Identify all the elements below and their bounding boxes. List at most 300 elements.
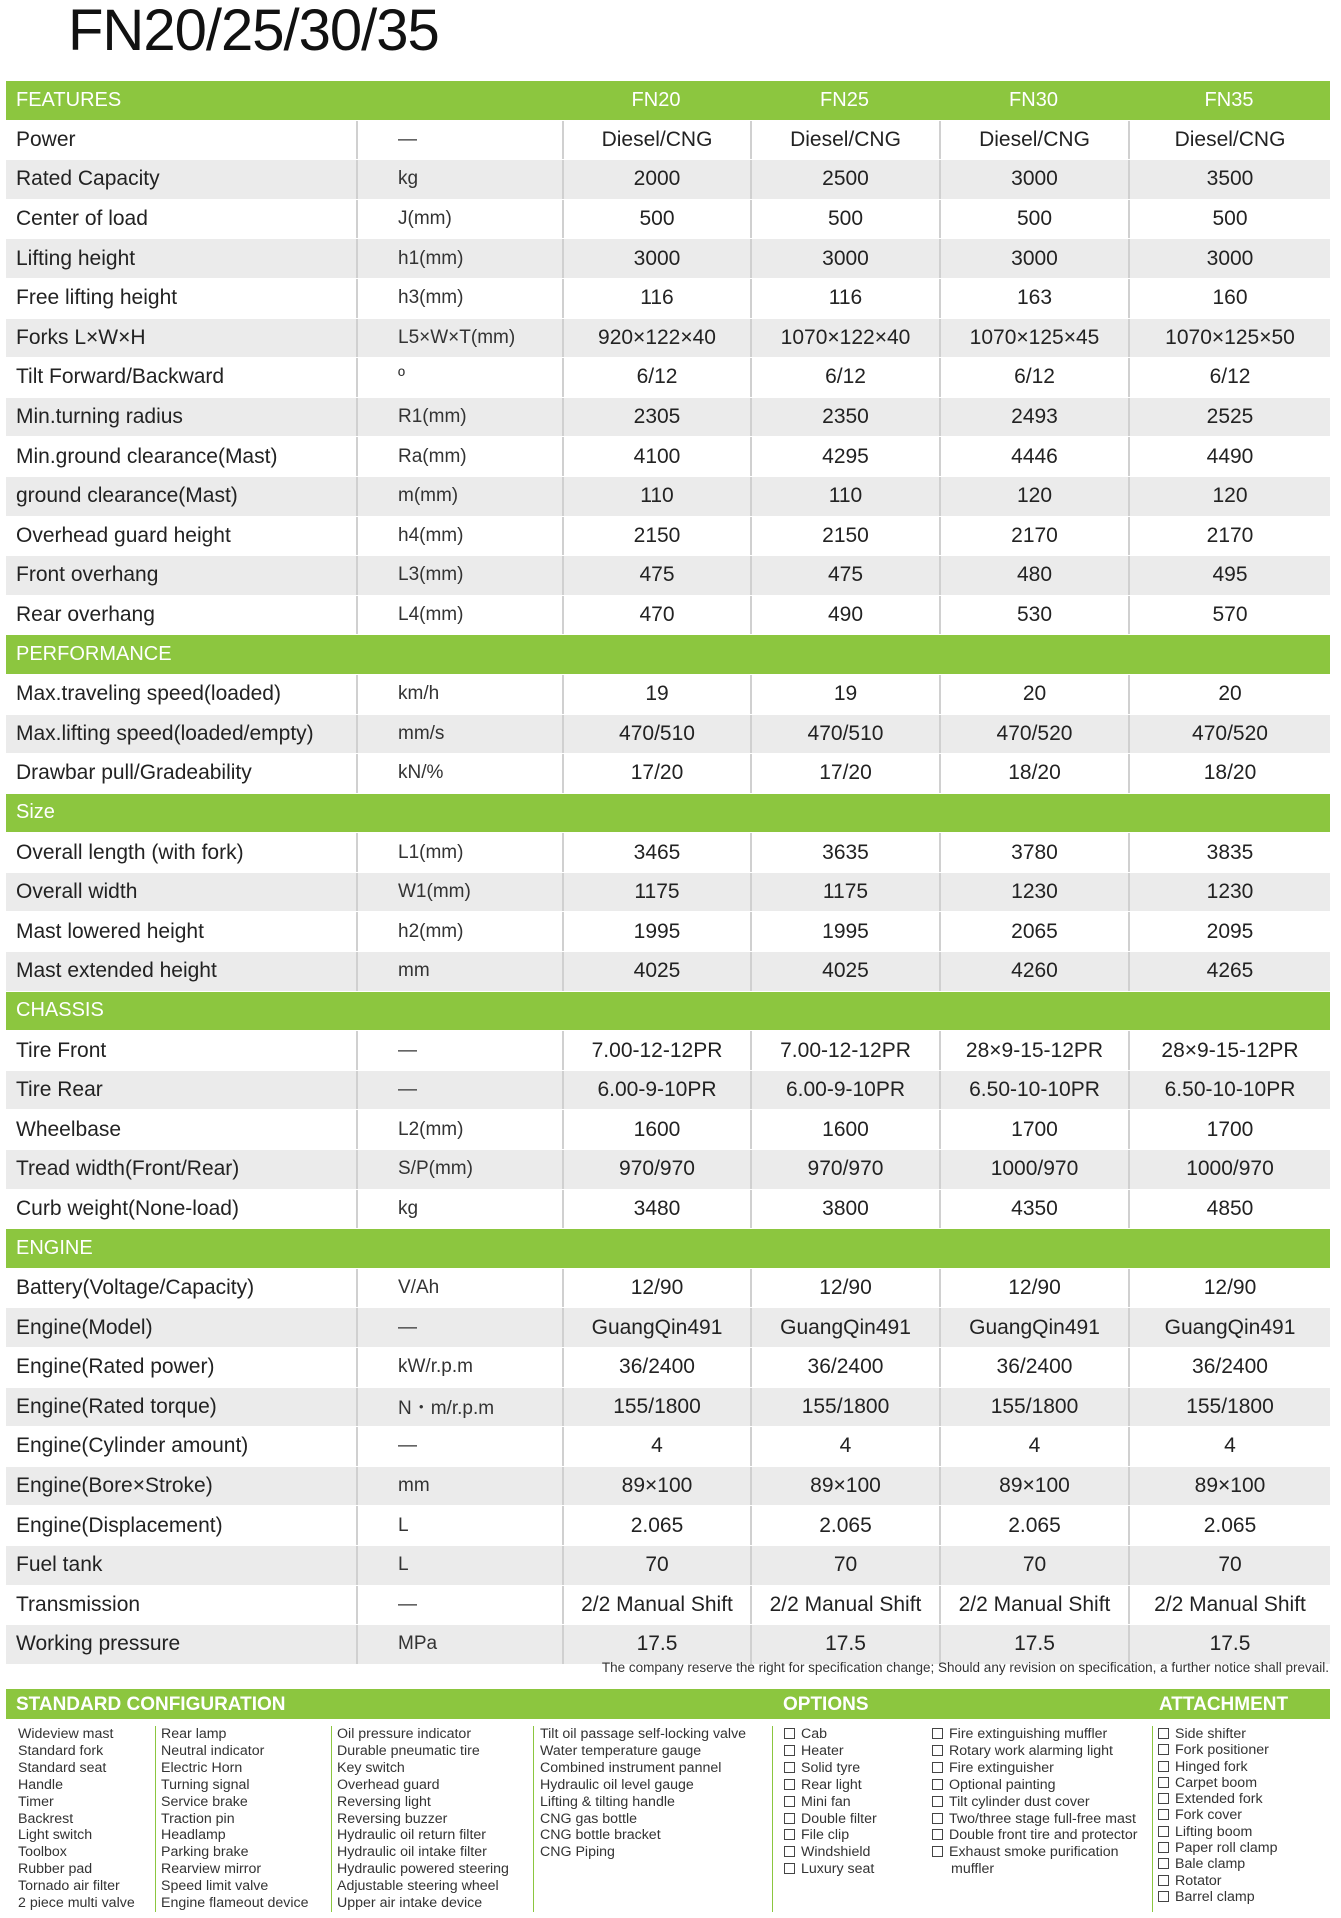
spec-name: ground clearance(Mast) <box>16 484 238 508</box>
standard-config-item: Standard seat <box>18 1759 107 1776</box>
model-header <box>562 635 750 674</box>
spec-name: Free lifting height <box>16 286 178 310</box>
spec-value: 2170 <box>939 517 1128 556</box>
spec-value: 17/20 <box>750 754 939 793</box>
attachment-label: Barrel clamp <box>1175 1888 1255 1905</box>
standard-config-column <box>18 1726 135 1912</box>
standard-config-item: Overhead guard <box>337 1776 440 1793</box>
spec-value: 110 <box>562 477 750 516</box>
option-label: Fire extinguishing muffler <box>949 1726 1108 1742</box>
spec-row <box>6 1506 1330 1546</box>
spec-value: 1070×125×45 <box>939 319 1128 358</box>
spec-value: 2493 <box>939 398 1128 437</box>
checkbox-icon[interactable] <box>1158 1809 1169 1820</box>
checkbox-icon[interactable] <box>1158 1875 1169 1886</box>
checkbox-icon[interactable] <box>784 1813 795 1824</box>
section-title: PERFORMANCE <box>16 643 172 666</box>
standard-config-item: Rear lamp <box>161 1726 227 1742</box>
spec-value: 7.00-12-12PR <box>562 1031 750 1070</box>
spec-row <box>6 1586 1330 1626</box>
option-item[interactable] <box>932 1760 1137 1777</box>
standard-config-item: Parking brake <box>161 1844 249 1861</box>
spec-value: 12/90 <box>750 1269 939 1308</box>
spec-value: 1700 <box>939 1110 1128 1149</box>
checkbox-icon[interactable] <box>932 1846 943 1857</box>
spec-value: 12/90 <box>562 1269 750 1308</box>
attachment-item[interactable] <box>1158 1856 1278 1872</box>
spec-value: 1000/970 <box>939 1150 1128 1189</box>
spec-value: GuangQin491 <box>1128 1308 1330 1347</box>
model-header <box>939 794 1128 833</box>
standard-configuration-title: STANDARD CONFIGURATION <box>16 1694 286 1715</box>
section-header-features <box>6 81 1330 121</box>
checkbox-icon[interactable] <box>784 1863 795 1874</box>
checkbox-icon[interactable] <box>932 1779 943 1790</box>
spec-name: Min.turning radius <box>16 405 183 429</box>
spec-name: Rear overhang <box>16 603 155 627</box>
spec-value: 3000 <box>750 239 939 278</box>
spec-value: 36/2400 <box>562 1348 750 1387</box>
attachment-label: Fork cover <box>1175 1807 1243 1824</box>
attachment-item[interactable] <box>1158 1791 1278 1807</box>
standard-config-item: Oil pressure indicator <box>337 1726 472 1742</box>
spec-value: 2150 <box>562 517 750 556</box>
model-header <box>939 635 1128 674</box>
spec-unit: m(mm) <box>356 477 562 516</box>
spec-value: 12/90 <box>1128 1269 1330 1308</box>
checkbox-icon[interactable] <box>932 1796 943 1807</box>
spec-value: 89×100 <box>939 1467 1128 1506</box>
attachment-label: Extended fork <box>1175 1791 1263 1808</box>
model-header: FN25 <box>820 88 869 111</box>
option-label: Two/three stage full-free mast <box>949 1810 1136 1827</box>
model-header <box>562 1229 750 1268</box>
checkbox-icon[interactable] <box>932 1829 943 1840</box>
checkbox-icon[interactable] <box>1158 1842 1169 1853</box>
spec-unit: — <box>356 1071 562 1110</box>
option-item[interactable] <box>784 1794 877 1811</box>
column-divider <box>533 1726 534 1912</box>
checkbox-icon[interactable] <box>784 1745 795 1756</box>
spec-value: 3835 <box>1128 833 1330 872</box>
spec-value: 89×100 <box>750 1467 939 1506</box>
spec-name: Battery(Voltage/Capacity) <box>16 1276 255 1300</box>
spec-value: 36/2400 <box>750 1348 939 1387</box>
option-item[interactable] <box>932 1794 1137 1811</box>
option-label: Solid tyre <box>801 1759 861 1776</box>
spec-value: 1175 <box>562 873 750 912</box>
spec-name: Engine(Displacement) <box>16 1513 223 1537</box>
option-label: Tilt cylinder dust cover <box>949 1793 1090 1810</box>
checkbox-icon[interactable] <box>1158 1728 1169 1739</box>
spec-value: 2.065 <box>750 1506 939 1545</box>
option-label: Rear light <box>801 1776 862 1793</box>
option-label: Luxury seat <box>801 1861 875 1878</box>
spec-unit: J(mm) <box>356 200 562 239</box>
spec-value: GuangQin491 <box>750 1308 939 1347</box>
spec-unit: L <box>356 1506 562 1545</box>
spec-value: 89×100 <box>562 1467 750 1506</box>
spec-value: 160 <box>1128 279 1330 318</box>
spec-name: Tread width(Front/Rear) <box>16 1157 240 1181</box>
standard-config-item: Combined instrument pannel <box>540 1759 722 1776</box>
spec-value: 4100 <box>562 437 750 476</box>
option-label: Cab <box>801 1726 828 1742</box>
spec-value: 1700 <box>1128 1110 1330 1149</box>
model-header <box>750 794 939 833</box>
standard-config-item: CNG gas bottle <box>540 1810 637 1827</box>
spec-value: 475 <box>750 556 939 595</box>
attachment-label: Carpet boom <box>1175 1774 1258 1791</box>
spec-unit: kg <box>356 160 562 199</box>
spec-unit: — <box>356 1427 562 1466</box>
standard-config-item: Backrest <box>18 1810 74 1827</box>
standard-config-column <box>540 1726 746 1861</box>
spec-value: 3800 <box>750 1190 939 1229</box>
spec-unit: kg <box>356 1190 562 1229</box>
spec-name: Engine(Bore×Stroke) <box>16 1474 213 1498</box>
spec-unit: h3(mm) <box>356 279 562 318</box>
spec-value: 2305 <box>562 398 750 437</box>
spec-value: 2.065 <box>562 1506 750 1545</box>
spec-value: 110 <box>750 477 939 516</box>
standard-config-item: Reversing buzzer <box>337 1810 448 1827</box>
spec-value: Diesel/CNG <box>750 121 939 160</box>
page-title: FN20/25/30/35 <box>68 0 439 63</box>
spec-row <box>6 596 1330 636</box>
model-header <box>562 992 750 1031</box>
attachment-item[interactable] <box>1158 1742 1278 1758</box>
section-header-performance <box>6 635 1330 675</box>
spec-unit: R1(mm) <box>356 398 562 437</box>
spec-value: 2170 <box>1128 517 1330 556</box>
spec-value: 36/2400 <box>939 1348 1128 1387</box>
spec-value: 1995 <box>562 912 750 951</box>
standard-config-item: Light switch <box>18 1827 93 1844</box>
standard-config-item: Speed limit valve <box>161 1878 269 1895</box>
spec-row <box>6 833 1330 873</box>
checkbox-icon[interactable] <box>784 1728 795 1739</box>
attachment-item[interactable] <box>1158 1889 1278 1905</box>
option-item[interactable] <box>784 1726 877 1743</box>
option-item[interactable] <box>784 1811 877 1828</box>
spec-value: 1175 <box>750 873 939 912</box>
spec-value: 3000 <box>1128 239 1330 278</box>
column-divider <box>155 1726 156 1912</box>
standard-config-item: Adjustable steering wheel <box>337 1878 499 1895</box>
spec-name: Forks L×W×H <box>16 325 146 349</box>
options-column <box>784 1726 877 1878</box>
spec-row <box>6 121 1330 161</box>
spec-unit: h4(mm) <box>356 517 562 556</box>
spec-value: 163 <box>939 279 1128 318</box>
standard-config-item: Electric Horn <box>161 1759 243 1776</box>
standard-config-item: Traction pin <box>161 1810 235 1827</box>
spec-value: 1995 <box>750 912 939 951</box>
attachment-label: Lifting boom <box>1175 1823 1253 1840</box>
option-item[interactable] <box>932 1777 1137 1794</box>
attachment-item[interactable] <box>1158 1824 1278 1840</box>
spec-value: 920×122×40 <box>562 319 750 358</box>
spec-value: 3000 <box>939 239 1128 278</box>
standard-config-item: Turning signal <box>161 1776 250 1793</box>
standard-config-item: Wideview mast <box>18 1726 114 1742</box>
spec-value: 2525 <box>1128 398 1330 437</box>
standard-config-column <box>161 1726 309 1912</box>
option-item[interactable] <box>932 1827 1137 1844</box>
model-header <box>750 635 939 674</box>
spec-unit: mm <box>356 1467 562 1506</box>
spec-value: 4 <box>562 1427 750 1466</box>
spec-name: Transmission <box>16 1592 141 1616</box>
spec-value: 480 <box>939 556 1128 595</box>
spec-unit: º <box>356 358 562 397</box>
spec-row <box>6 1071 1330 1111</box>
spec-name: Engine(Rated power) <box>16 1355 215 1379</box>
spec-value: 70 <box>562 1546 750 1585</box>
spec-row <box>6 279 1330 319</box>
checkbox-icon[interactable] <box>1158 1777 1169 1788</box>
checkbox-icon[interactable] <box>1158 1858 1169 1869</box>
standard-config-item: Tilt oil passage self-locking valve <box>540 1726 747 1742</box>
spec-unit: Ra(mm) <box>356 437 562 476</box>
spec-name: Rated Capacity <box>16 167 160 191</box>
spec-value: 17.5 <box>750 1625 939 1664</box>
model-header <box>939 992 1128 1031</box>
spec-name: Lifting height <box>16 246 136 270</box>
spec-row <box>6 1110 1330 1150</box>
spec-value: 2/2 Manual Shift <box>939 1586 1128 1625</box>
attachment-column <box>1158 1726 1278 1905</box>
spec-value: 70 <box>750 1546 939 1585</box>
spec-name: Tilt Forward/Backward <box>16 365 225 389</box>
option-item[interactable] <box>932 1861 1137 1878</box>
spec-name: Front overhang <box>16 563 159 587</box>
section-title: CHASSIS <box>16 999 104 1022</box>
spec-row <box>6 873 1330 913</box>
spec-unit: N・m/r.p.m <box>356 1388 562 1427</box>
spec-value: 6.00-9-10PR <box>562 1071 750 1110</box>
checkbox-icon[interactable] <box>1158 1826 1169 1837</box>
spec-value: 2500 <box>750 160 939 199</box>
spec-value: Diesel/CNG <box>562 121 750 160</box>
model-header: FN30 <box>1009 88 1058 111</box>
spec-value: 1230 <box>939 873 1128 912</box>
spec-value: 155/1800 <box>562 1388 750 1427</box>
option-item[interactable] <box>784 1760 877 1777</box>
spec-value: 19 <box>750 675 939 714</box>
attachment-label: Side shifter <box>1175 1726 1246 1742</box>
spec-value: 970/970 <box>562 1150 750 1189</box>
option-item[interactable] <box>784 1861 877 1878</box>
spec-unit: L5×W×T(mm) <box>356 319 562 358</box>
spec-value: 70 <box>1128 1546 1330 1585</box>
checkbox-icon[interactable] <box>1158 1744 1169 1755</box>
spec-value: 470/520 <box>939 715 1128 754</box>
spec-value: 6/12 <box>750 358 939 397</box>
option-label: Double filter <box>801 1810 877 1827</box>
spec-value: 2/2 Manual Shift <box>750 1586 939 1625</box>
attachment-item[interactable] <box>1158 1759 1278 1775</box>
spec-value: GuangQin491 <box>939 1308 1128 1347</box>
spec-name: Overall width <box>16 880 138 904</box>
spec-row <box>6 715 1330 755</box>
model-header <box>750 1229 939 1268</box>
spec-value: 3000 <box>939 160 1128 199</box>
options-column <box>932 1726 1137 1878</box>
spec-row <box>6 239 1330 279</box>
model-header <box>1128 635 1330 674</box>
checkbox-icon[interactable] <box>784 1796 795 1807</box>
spec-value: 3635 <box>750 833 939 872</box>
spec-unit: km/h <box>356 675 562 714</box>
attachment-item[interactable] <box>1158 1807 1278 1823</box>
model-header <box>1128 794 1330 833</box>
option-item[interactable] <box>784 1844 877 1861</box>
disclaimer-note: The company reserve the right for specification change; Should any revision on specification, a further notice shall prevail. <box>601 1660 1329 1675</box>
spec-value: 1070×122×40 <box>750 319 939 358</box>
spec-row <box>6 754 1330 794</box>
spec-value: 2095 <box>1128 912 1330 951</box>
spec-value: 155/1800 <box>750 1388 939 1427</box>
spec-row <box>6 358 1330 398</box>
spec-row <box>6 1427 1330 1467</box>
spec-value: 490 <box>750 596 939 635</box>
spec-value: 3000 <box>562 239 750 278</box>
spec-value: 500 <box>1128 200 1330 239</box>
spec-value: 116 <box>750 279 939 318</box>
options-title: OPTIONS <box>783 1694 869 1715</box>
checkbox-icon[interactable] <box>784 1829 795 1840</box>
model-header: FN20 <box>631 88 681 111</box>
option-label: Optional painting <box>949 1776 1056 1793</box>
checkbox-icon[interactable] <box>1158 1793 1169 1804</box>
standard-config-item: Key switch <box>337 1759 405 1776</box>
spec-value: 6.00-9-10PR <box>750 1071 939 1110</box>
model-header <box>1128 992 1330 1031</box>
standard-config-item: Rearview mirror <box>161 1861 262 1878</box>
checkbox-icon[interactable] <box>1158 1891 1169 1902</box>
spec-value: 20 <box>1128 675 1330 714</box>
standard-config-item: Hydraulic oil level gauge <box>540 1776 694 1793</box>
column-divider <box>1152 1726 1153 1912</box>
standard-config-item: Reversing light <box>337 1793 431 1810</box>
spec-value: 6.50-10-10PR <box>1128 1071 1330 1110</box>
attachment-label: Paper roll clamp <box>1175 1840 1278 1857</box>
spec-value: 28×9-15-12PR <box>1128 1031 1330 1070</box>
spec-value: 17.5 <box>939 1625 1128 1664</box>
spec-value: 116 <box>562 279 750 318</box>
attachment-label: Bale clamp <box>1175 1856 1246 1873</box>
spec-value: 3480 <box>562 1190 750 1229</box>
spec-value: 120 <box>1128 477 1330 516</box>
spec-unit: L3(mm) <box>356 556 562 595</box>
column-divider <box>772 1726 773 1912</box>
standard-config-item: Hydraulic powered steering <box>337 1861 509 1878</box>
option-item[interactable] <box>932 1811 1137 1828</box>
spec-value: 2150 <box>750 517 939 556</box>
spec-value: 4490 <box>1128 437 1330 476</box>
standard-config-item: Upper air intake device <box>337 1895 483 1912</box>
spec-value: 495 <box>1128 556 1330 595</box>
checkbox-icon[interactable] <box>932 1728 943 1739</box>
option-item[interactable] <box>932 1743 1137 1760</box>
checkbox-icon[interactable] <box>932 1762 943 1773</box>
checkbox-icon[interactable] <box>1158 1761 1169 1772</box>
spec-row <box>6 556 1330 596</box>
spec-value: 18/20 <box>939 754 1128 793</box>
section-header-size <box>6 794 1330 834</box>
option-item[interactable] <box>932 1844 1137 1861</box>
attachment-item[interactable] <box>1158 1726 1278 1742</box>
option-label: Rotary work alarming light <box>949 1742 1114 1759</box>
spec-value: 89×100 <box>1128 1467 1330 1506</box>
spec-value: 20 <box>939 675 1128 714</box>
section-title: Size <box>16 801 55 824</box>
spec-value: 470/510 <box>562 715 750 754</box>
option-item[interactable] <box>784 1743 877 1760</box>
spec-name: Wheelbase <box>16 1117 122 1141</box>
standard-config-item: CNG Piping <box>540 1844 615 1861</box>
checkbox-icon[interactable] <box>784 1846 795 1857</box>
option-item[interactable] <box>932 1726 1137 1743</box>
spec-value: 530 <box>939 596 1128 635</box>
attachment-item[interactable] <box>1158 1775 1278 1791</box>
option-item[interactable] <box>784 1827 877 1844</box>
standard-config-item: Service brake <box>161 1793 248 1810</box>
checkbox-icon[interactable] <box>784 1762 795 1773</box>
spec-row <box>6 477 1330 517</box>
option-item[interactable] <box>784 1777 877 1794</box>
section-rows <box>6 1031 1330 1229</box>
spec-unit: V/Ah <box>356 1269 562 1308</box>
spec-row <box>6 1388 1330 1428</box>
spec-value: 2/2 Manual Shift <box>562 1586 750 1625</box>
spec-value: 1070×125×50 <box>1128 319 1330 358</box>
standard-config-item: Durable pneumatic tire <box>337 1742 480 1759</box>
section-rows <box>6 1269 1330 1665</box>
spec-value: 6/12 <box>1128 358 1330 397</box>
spec-value: 2/2 Manual Shift <box>1128 1586 1330 1625</box>
spec-value: 6/12 <box>939 358 1128 397</box>
spec-value: 2350 <box>750 398 939 437</box>
checkbox-icon[interactable] <box>784 1779 795 1790</box>
spec-unit: — <box>356 1031 562 1070</box>
spec-value: 500 <box>750 200 939 239</box>
spec-value: 1000/970 <box>1128 1150 1330 1189</box>
spec-value: 4 <box>750 1427 939 1466</box>
attachment-item[interactable] <box>1158 1873 1278 1889</box>
spec-value: 4 <box>1128 1427 1330 1466</box>
spec-value: 7.00-12-12PR <box>750 1031 939 1070</box>
standard-config-item: Toolbox <box>18 1844 67 1861</box>
spec-value: 4850 <box>1128 1190 1330 1229</box>
spec-value: 6/12 <box>562 358 750 397</box>
attachment-label: Fork positioner <box>1175 1742 1269 1759</box>
spec-value: 970/970 <box>750 1150 939 1189</box>
spec-unit: kW/r.p.m <box>356 1348 562 1387</box>
standard-config-item: Engine flameout device <box>161 1895 309 1912</box>
checkbox-icon[interactable] <box>932 1745 943 1756</box>
section-header-chassis <box>6 992 1330 1032</box>
checkbox-icon[interactable] <box>932 1813 943 1824</box>
spec-unit: mm/s <box>356 715 562 754</box>
spec-name: Working pressure <box>16 1632 181 1656</box>
spec-value: 155/1800 <box>939 1388 1128 1427</box>
section-rows <box>6 675 1330 794</box>
attachment-item[interactable] <box>1158 1840 1278 1856</box>
spec-value: 4025 <box>562 952 750 991</box>
